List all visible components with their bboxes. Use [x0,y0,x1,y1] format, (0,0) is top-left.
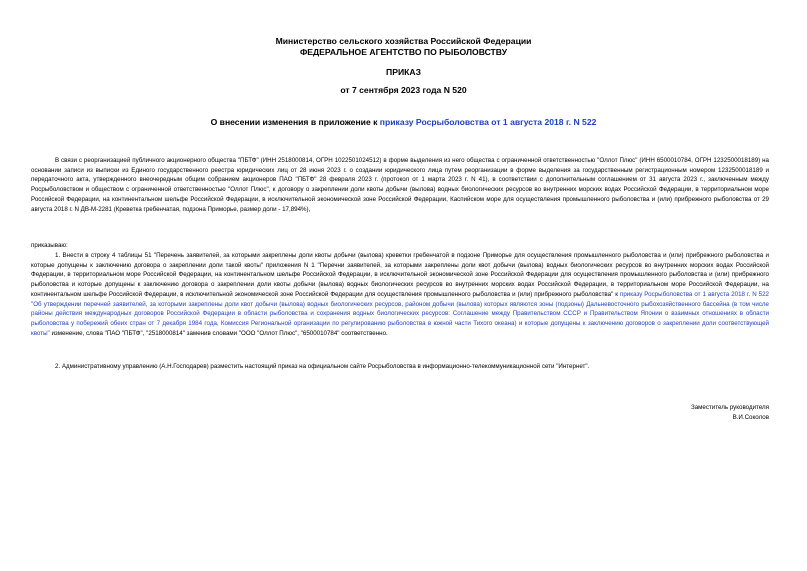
order-label: приказываю: [31,242,68,249]
title-link[interactable]: приказу Росрыболовства от 1 августа 2018 г. N 522 [379,117,597,127]
item-1-text-a: 1. Внести в строку 4 таблицы 51 "Перечень заявителей, за которыми закреплены доли квоты добычи (вылова) креветки гребенчатой в подзоне Приморье для осуществления промышленного рыболовства и (или) прибрежного рыболовства и которые допущены к заключению договора о закреплении доли такой квоты" приложения N 1 "Перечни заявителей, за которыми закреплены доли квот добычи (вылова) водных биологических ресурсов во внутренних морских водах Российской Федерации, в территориальном море Российской Федерации, на континентальном шельфе Российской Федерации, в исключительной экономической зоне Российской Федерации для осуществления промышленного рыболовства и (или) прибрежного рыболовства и которые допущены к заключению договора о закреплении доли квоты добычи (вылова) водных биологических ресурсов во внутренних морских водах Российской Федерации, в территориальном море Российской Федерации, на континентальном шельфе Российской Федерации, в исключительной экономической зоне Российской Федерации для осуществления промышленного рыболовства и (или) прибрежного рыболовства" к [31,252,769,298]
signer-position: Заместитель руководителя [690,404,769,411]
preamble-paragraph: В связи с реорганизацией публичного акционерного общества "ПБТФ" (ИНН 2518000814, ОГРН 1022501024512) в форме выделения из него общества с ограниченной ответственностью "Оллот Плюс" (ИНН 6500010784, ОГРН 1232500018189) на основании записи из выписки из Единого государственного реестра юридических лиц от 28 июня 2023 г. о создании юридического лица путем реорганизации в форме выделения за государственным регистрационным номером 1232500018189 и передаточного акта, утвержденного внеочередным общим собранием акционеров ПАО "ПБТФ" 28 февраля 2023 г. (протокол от 1 марта 2023 г. N 41), в соответствии с дополнительным соглашением от 31 августа 2023 г., заключенным между Росрыболовством и обществом с ограниченной ответственностью "Оллот Плюс", к договору о закреплении доли квоты добычи (вылова) водных биологических ресурсов во внутренних морских водах Российской Федерации, в территориальном море Российской Федерации, на континентальном шельфе Российской Федерации, в исключительной экономической зоне Российской Федерации, Каспийском море для осуществления промышленного рыболовства и (или) прибрежного рыболовства от 29 августа 2018 г. N ДВ-М-2281 (Креветка гребенчатая, подзона Приморье, размер доли - 17,894%), [31,157,769,213]
signer-name: В.И.Соколов [732,414,769,421]
document-header [0,36,807,58]
ministry-name: Министерство сельского хозяйства Российской Федерации [275,36,532,46]
document-title [0,117,807,128]
order-item-2: 2. Административному управлению (А.Н.Господарев) разместить настоящий приказ на официальном сайте Росрыболовства в информационно-телекоммуникационной сети "Интернет". [55,363,590,370]
item-1-link[interactable]: приказу Росрыболовства от 1 августа 2018 г. N 522 "Об утверждении перечней заявителей, за которыми закреплены доли квот добычи (вылова) водных биологических ресурсов, районом добычи (вылова) которых являются зоны (подзоны) Дальневосточного рыбохозяйственного бассейна (в том числе районы действия международных договоров Российской Федерации в области рыболовства и сохранения водных биологических ресурсов: Соглашение между Правительством СССР и Правительством Японии о взаимных отношениях в области рыболовства у побережий обеих стран от 7 декабря 1984 года, Комиссия Региональной организации по регулированию рыболовства в южной части Тихого океана) и которые допущены к заключению договоров о закреплении доли соответствующей квоты" [31,290,769,337]
title-prefix: О внесении изменения в приложение к [210,117,380,127]
agency-name: ФЕДЕРАЛЬНОЕ АГЕНТСТВО ПО РЫБОЛОВСТВУ [299,47,508,57]
document-date: от 7 сентября 2023 года N 520 [340,85,467,95]
item-1-text-b: изменение, слова "ПАО "ПБТФ", "2518000814" заменив словами "ООО "Оллот Плюс", "6500010784" соответственно. [49,329,388,337]
signature-block [691,403,769,423]
order-item-1 [31,251,769,338]
document-type: ПРИКАЗ [386,67,421,77]
